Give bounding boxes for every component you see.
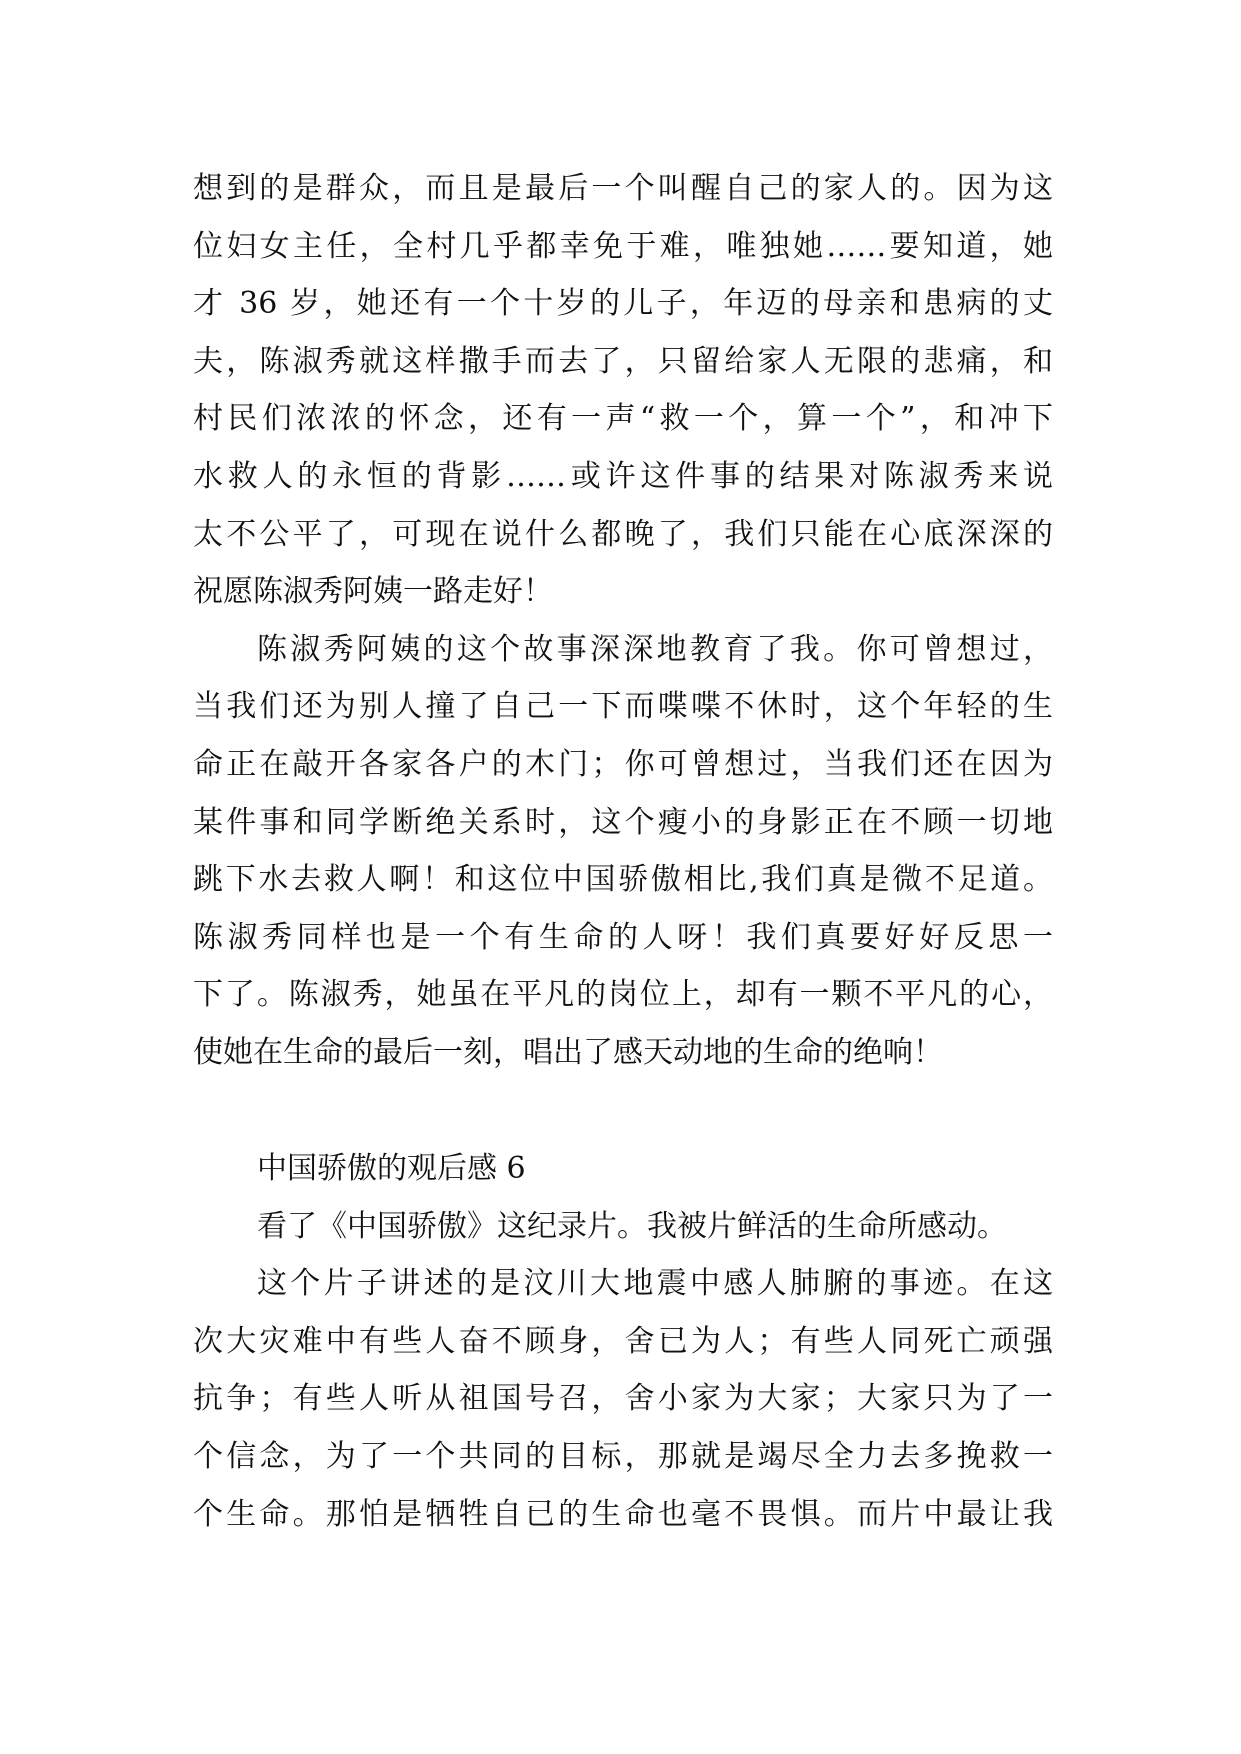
text-line: 跳下水去救人啊！和这位中国骄傲相比,我们真是微不足道。 (193, 862, 1053, 898)
text-line: 个生命。那怕是牺牲自已的生命也毫不畏惧。而片中最让我 (193, 1496, 1053, 1532)
section-heading: 中国骄傲的观后感 6 (257, 1151, 526, 1186)
text-line: 才 36 岁，她还有一个十岁的儿子，年迈的母亲和患病的丈 (193, 286, 1053, 322)
text-line: 使她在生命的最后一刻，唱出了感天动地的生命的绝响！ (193, 1034, 943, 1070)
text-line: 夫，陈淑秀就这样撒手而去了，只留给家人无限的悲痛，和 (193, 343, 1053, 379)
text-line: 看了《中国骄傲》这纪录片。我被片鲜活的生命所感动。 (257, 1208, 1007, 1244)
text-line: 陈淑秀阿姨的这个故事深深地教育了我。你可曾想过， (257, 631, 1053, 667)
paragraph (193, 160, 1053, 621)
text-line: 水救人的永恒的背影……或许这件事的结果对陈淑秀来说 (193, 458, 1053, 494)
text-line: 次大灾难中有些人奋不顾身，舍已为人；有些人同死亡顽强 (193, 1323, 1053, 1359)
paragraph (193, 1255, 1053, 1543)
text-block-lower (193, 1140, 1053, 1543)
text-line: 这个片子讲述的是汶川大地震中感人肺腑的事迹。在这 (257, 1266, 1053, 1302)
paragraph (193, 621, 1053, 1082)
text-line: 位妇女主任，全村几乎都幸免于难，唯独她……要知道，她 (193, 228, 1053, 264)
text-line: 抗争；有些人听从祖国号召，舍小家为大家；大家只为了一 (193, 1381, 1053, 1417)
text-line: 祝愿陈淑秀阿姨一路走好！ (193, 574, 553, 610)
text-line: 陈淑秀同样也是一个有生命的人呀！我们真要好好反思一 (193, 919, 1053, 955)
text-line: 村民们浓浓的怀念，还有一声“救一个，算一个”，和冲下 (193, 401, 1053, 437)
text-line: 下了。陈淑秀，她虽在平凡的岗位上，却有一颗不平凡的心， (193, 977, 1053, 1013)
text-line: 个信念，为了一个共同的目标，那就是竭尽全力去多挽救一 (193, 1438, 1053, 1474)
paragraph (193, 1198, 1053, 1256)
text-line: 太不公平了，可现在说什么都晚了，我们只能在心底深深的 (193, 516, 1053, 552)
text-block-upper (193, 160, 1053, 1082)
text-line: 当我们还为别人撞了自己一下而喋喋不休时，这个年轻的生 (193, 689, 1053, 725)
text-line: 想到的是群众，而且是最后一个叫醒自己的家人的。因为这 (193, 171, 1053, 206)
text-line: 某件事和同学断绝关系时，这个瘦小的身影正在不顾一切地 (193, 804, 1053, 840)
text-line: 命正在敲开各家各户的木门；你可曾想过，当我们还在因为 (193, 746, 1053, 782)
